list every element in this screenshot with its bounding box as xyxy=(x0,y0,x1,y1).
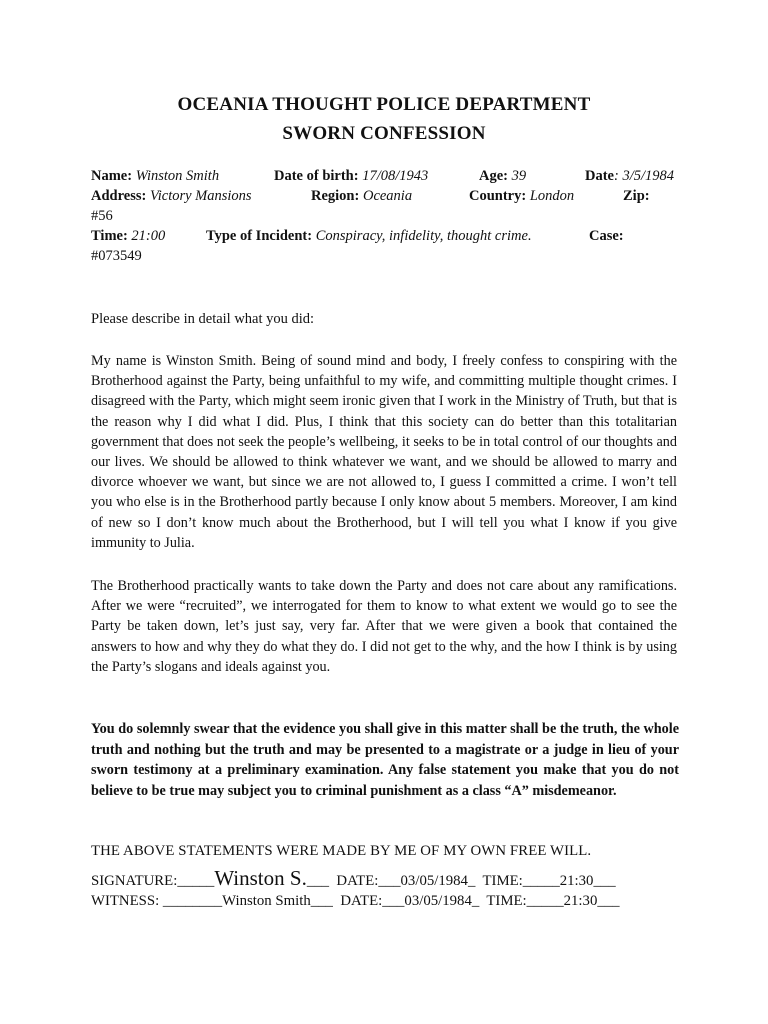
signature-name: Winston S. xyxy=(214,866,307,890)
name-value: Winston Smith xyxy=(135,168,220,184)
region-value: Oceania xyxy=(362,188,413,204)
info-row-2 xyxy=(91,186,681,206)
address-label: Address: xyxy=(91,188,147,204)
info-block xyxy=(91,166,681,266)
incident-value: Conspiracy, infidelity, thought crime. xyxy=(315,228,532,244)
description-prompt: Please describe in detail what you did: xyxy=(91,311,315,327)
confession-paragraph-2: The Brotherhood practically wants to take down the Party and does not care about any ramifications. After we were “recruited”, we interrogated for them to know to what extent we would go to see the Party be taken down, let’s just say, very far. After that we were given a book that contained the answers to how and why they do what they do. I did not get to the why, and the how I think is by using the Party’s slogans and ideals against you. xyxy=(91,578,677,675)
dob-value: 17/08/1943 xyxy=(362,168,429,184)
address-value: Victory Mansions xyxy=(149,188,252,204)
incident-label: Type of Incident: xyxy=(206,228,313,244)
name-label: Name: xyxy=(91,168,133,184)
confession-paragraph-1: My name is Winston Smith. Being of sound mind and body, I freely confess to conspiring with the Brotherhood against the Party, being unfaithful to my wife, and committing multiple thought crimes. I disagreed with the Party, which might seem ironic given that I work in the Ministry of Truth, but that is the reason why I did what I did. Plus, I think that this society can do better than this totalitarian government that does not seek the people’s wellbeing, it seeks to be in total control of our thoughts and our lives. We should be allowed to think whatever we want, and we should be allowed to marry and divorce whoever we want, but since we are not allowed to, I guess I committed a crime. I won’t tell you who else is in the Brotherhood partly because I only know about 5 members. Moreover, I am kind of new so I don’t know much about the Brotherhood, but I will tell you what I know if you give immunity to Julia. xyxy=(91,353,677,551)
time-value: 21:00 xyxy=(131,228,166,244)
dob-label: Date of birth: xyxy=(274,168,359,184)
country-label: Country: xyxy=(469,188,527,204)
signature-label: SIGNATURE:_____ xyxy=(91,873,215,889)
age-value: 39 xyxy=(511,168,527,184)
case-label: Case: xyxy=(589,228,624,244)
info-row-5 xyxy=(91,246,681,266)
witness-line: WITNESS: ________Winston Smith___ DATE:___03/05/1984_ TIME:_____21:30___ xyxy=(91,893,620,909)
time-label: Time: xyxy=(91,228,128,244)
info-row-4 xyxy=(91,226,681,246)
document-title: SWORN CONFESSION xyxy=(282,123,486,144)
zip-value: #56 xyxy=(91,208,113,224)
age-label: Age: xyxy=(479,168,508,184)
free-will-statement: THE ABOVE STATEMENTS WERE MADE BY ME OF MY OWN FREE WILL. xyxy=(91,843,592,859)
oath-statement: You do solemnly swear that the evidence you shall give in this matter shall be the truth, the whole truth and nothing but the truth and may be presented to a magistrate or a judge in lieu of your sworn testimony at a preliminary examination. Any false statement you make that you do not believe to be true may subject you to criminal punishment as a class “A” misdemeanor. xyxy=(91,721,679,799)
date-value: : 3/5/1984 xyxy=(614,168,675,184)
info-row-1 xyxy=(91,166,681,186)
country-value: London xyxy=(529,188,575,204)
case-value: #073549 xyxy=(91,248,142,264)
region-label: Region: xyxy=(311,188,360,204)
signature-line xyxy=(91,866,616,891)
date-label: Date xyxy=(585,168,614,184)
department-title: OCEANIA THOUGHT POLICE DEPARTMENT xyxy=(177,94,591,115)
signature-date-time: ___ DATE:___03/05/1984_ TIME:_____21:30___ xyxy=(306,873,616,889)
info-row-3 xyxy=(91,206,681,226)
zip-label: Zip: xyxy=(623,188,650,204)
